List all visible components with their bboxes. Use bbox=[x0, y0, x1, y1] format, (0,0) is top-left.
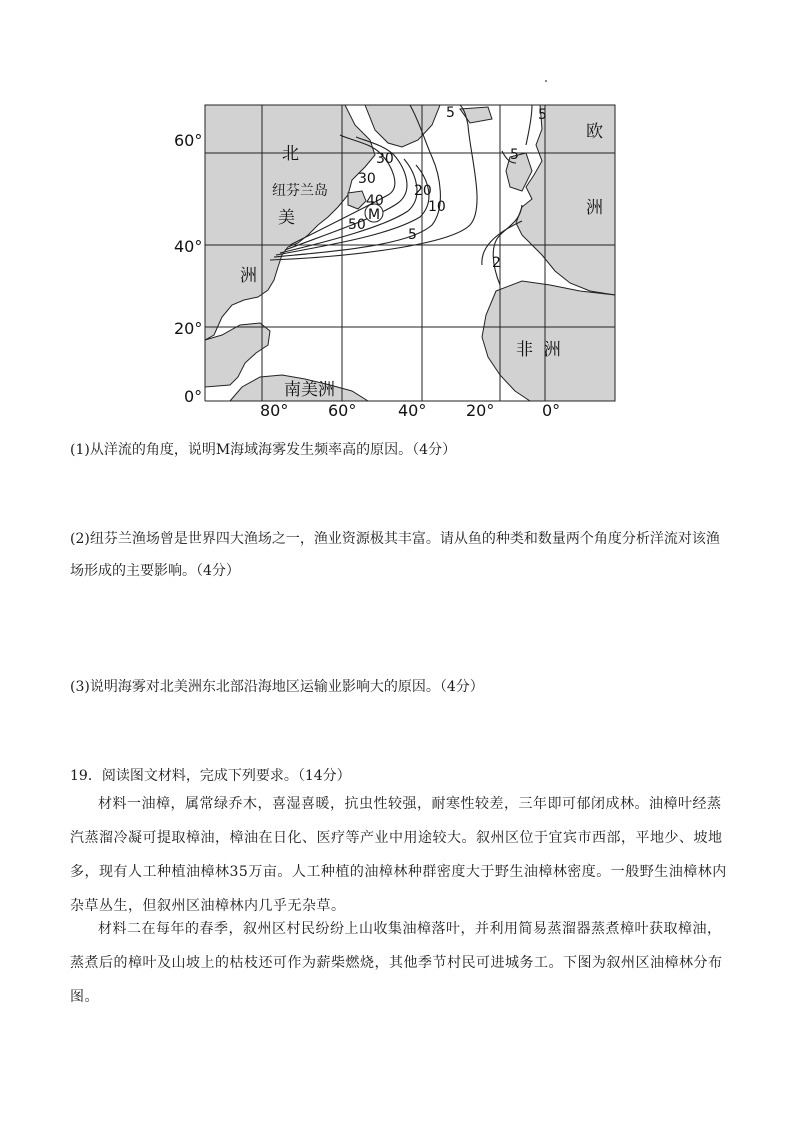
material-2-paragraph: 材料二在每年的春季，叙州区村民纷纷上山收集油樟落叶，并利用简易蒸溜器蒸煮樟叶获取樟油，蒸煮后的樟叶及山坡上的枯枝还可作为薪柴燃烧，其他季节村民可进城务工。下图为叙州区油樟林分布图。 bbox=[70, 921, 723, 1005]
material-1-paragraph: 材料一油樟，属常绿乔木，喜湿喜暖，抗虫性较强，耐寒性较差，三年即可郁闭成林。油樟叶经蒸汽蒸溜冷凝可提取樟油，樟油在日化、医疗等产业中用途较大。叙州区位于宜宾市西部，平地少、坡地多，现有人工种植油樟林35万亩。人工种植的油樟林种群密度大于野生油樟林密度。一般野生油樟林内杂草丛生，但叙州区油樟林内几乎无杂草。 bbox=[70, 796, 727, 914]
lat-label-40: 40° bbox=[174, 237, 203, 256]
lat-label-60: 60° bbox=[174, 131, 203, 150]
isoline-label: 20 bbox=[414, 183, 432, 199]
label-north-america-3: 洲 bbox=[240, 266, 257, 286]
label-europe-1: 欧 bbox=[586, 122, 603, 142]
lon-label-0: 0° bbox=[542, 401, 561, 420]
label-north-america-2: 美 bbox=[278, 208, 295, 228]
question-2: (2)纽芬兰渔场曾是世界四大渔场之一，渔业资源极其丰富。请从鱼的种类和数量两个角度分析洋流对该渔场形成的主要影响。（4分） bbox=[70, 531, 720, 579]
isoline-label: 5 bbox=[408, 227, 417, 243]
isoline-label: 30 bbox=[358, 171, 376, 187]
label-europe-2: 洲 bbox=[586, 198, 603, 218]
lat-label-0: 0° bbox=[184, 387, 203, 406]
label-north-america-1: 北 bbox=[282, 144, 299, 164]
label-newfoundland: 纽芬兰岛 bbox=[272, 183, 328, 199]
lat-label-20: 20° bbox=[174, 319, 203, 338]
isoline-label: 5 bbox=[510, 147, 519, 163]
isoline-label: 10 bbox=[428, 199, 446, 215]
isoline-label: 5 bbox=[538, 107, 547, 123]
question-1: (1)从洋流的角度，说明M海域海雾发生频率高的原因。（4分） bbox=[70, 442, 457, 458]
lon-label-60: 60° bbox=[328, 401, 357, 420]
isoline-label: 50 bbox=[348, 217, 366, 233]
isoline-label: 2 bbox=[492, 255, 501, 271]
map-graphic bbox=[170, 95, 630, 425]
north-atlantic-map bbox=[170, 95, 630, 425]
isoline-label: 40 bbox=[366, 193, 384, 209]
isoline-label: 30 bbox=[376, 151, 394, 167]
label-africa: 非 洲 bbox=[516, 340, 561, 360]
isoline-label: 5 bbox=[446, 105, 455, 121]
lon-label-20: 20° bbox=[466, 401, 495, 420]
lon-label-40: 40° bbox=[398, 401, 427, 420]
question-3: (3)说明海雾对北美洲东北部沿海地区运输业影响大的原因。（4分） bbox=[70, 679, 484, 695]
label-south-america: 南美洲 bbox=[284, 380, 335, 400]
problem-19-header: 19．阅读图文材料，完成下列要求。（14分） bbox=[70, 768, 351, 784]
point-m-label: M bbox=[368, 207, 381, 223]
lon-label-80: 80° bbox=[260, 401, 289, 420]
scan-speck bbox=[545, 80, 547, 82]
